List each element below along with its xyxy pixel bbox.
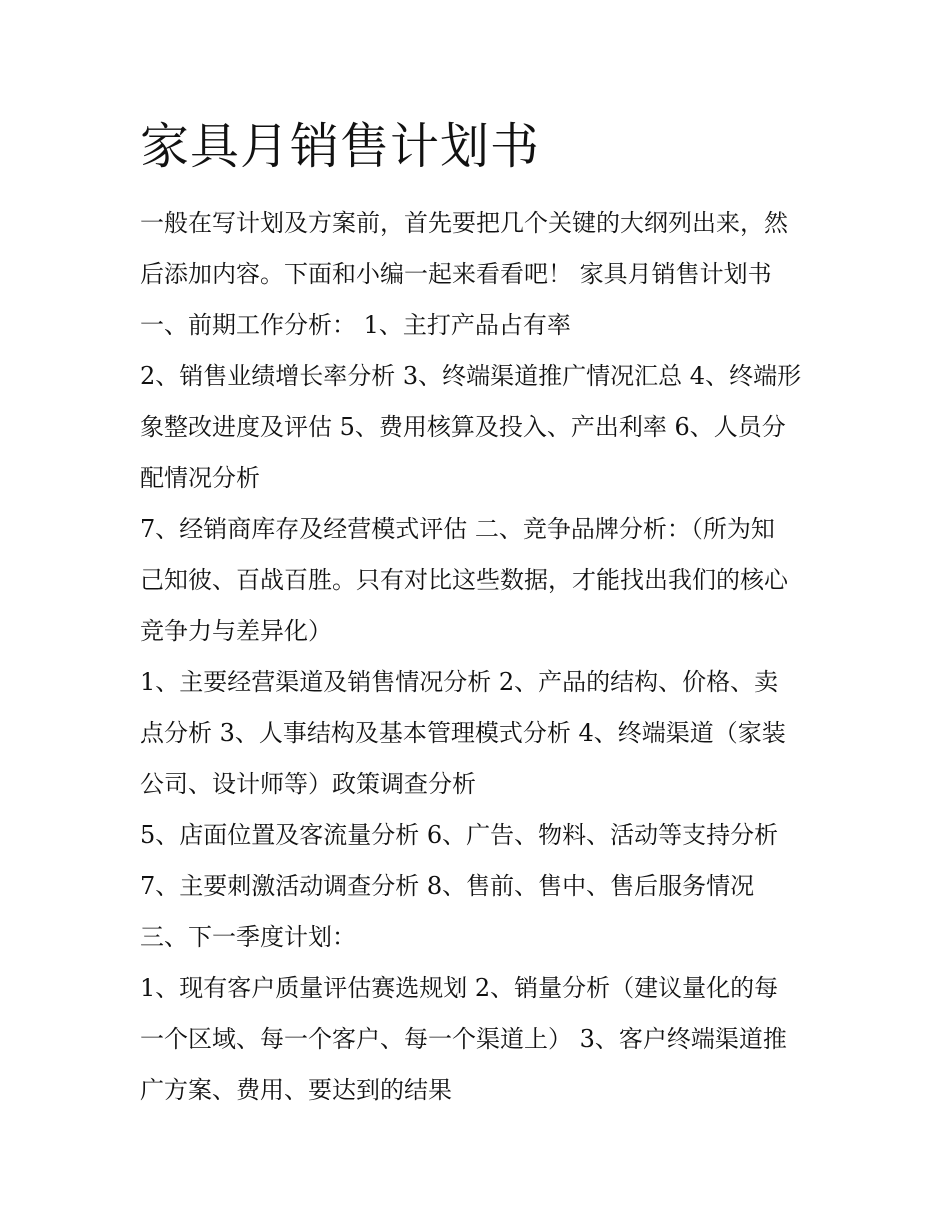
text-line: 点分析 3、人事结构及基本管理模式分析 4、终端渠道（家装: [140, 719, 786, 747]
text-line: 后添加内容。下面和小编一起来看看吧！ 家具月销售计划书: [140, 260, 772, 288]
text-line: 配情况分析: [140, 464, 260, 492]
text-line: 三、下一季度计划：: [140, 923, 356, 951]
text-line: 一般在写计划及方案前，首先要把几个关键的大纲列出来，然: [140, 209, 788, 237]
text-line: 2、销售业绩增长率分析 3、终端渠道推广情况汇总 4、终端形: [140, 362, 802, 390]
text-line: 一、前期工作分析： 1、主打产品占有率: [140, 311, 571, 339]
text-line: 5、店面位置及客流量分析 6、广告、物料、活动等支持分析: [140, 821, 779, 849]
document-page: [140, 112, 820, 1116]
document-title: 家具月销售计划书: [140, 118, 541, 175]
text-line: 象整改进度及评估 5、费用核算及投入、产出利率 6、人员分: [140, 413, 786, 441]
text-line: 公司、设计师等）政策调查分析: [140, 770, 476, 798]
text-line: 1、主要经营渠道及销售情况分析 2、产品的结构、价格、卖: [140, 668, 779, 696]
text-line: 1、现有客户质量评估赛选规划 2、销量分析（建议量化的每: [140, 974, 779, 1002]
text-line: 一个区域、每一个客户、每一个渠道上） 3、客户终端渠道推: [140, 1025, 787, 1053]
text-line: 7、经销商库存及经营模式评估 二、竞争品牌分析：（所为知: [140, 515, 775, 543]
text-line: 竞争力与差异化）: [140, 617, 332, 645]
text-line: 7、主要刺激活动调查分析 8、售前、售中、售后服务情况: [140, 872, 755, 900]
document-body: [140, 198, 820, 1116]
text-line: 己知彼、百战百胜。只有对比这些数据，才能找出我们的核心: [140, 566, 788, 594]
text-line: 广方案、费用、要达到的结果: [140, 1076, 452, 1104]
